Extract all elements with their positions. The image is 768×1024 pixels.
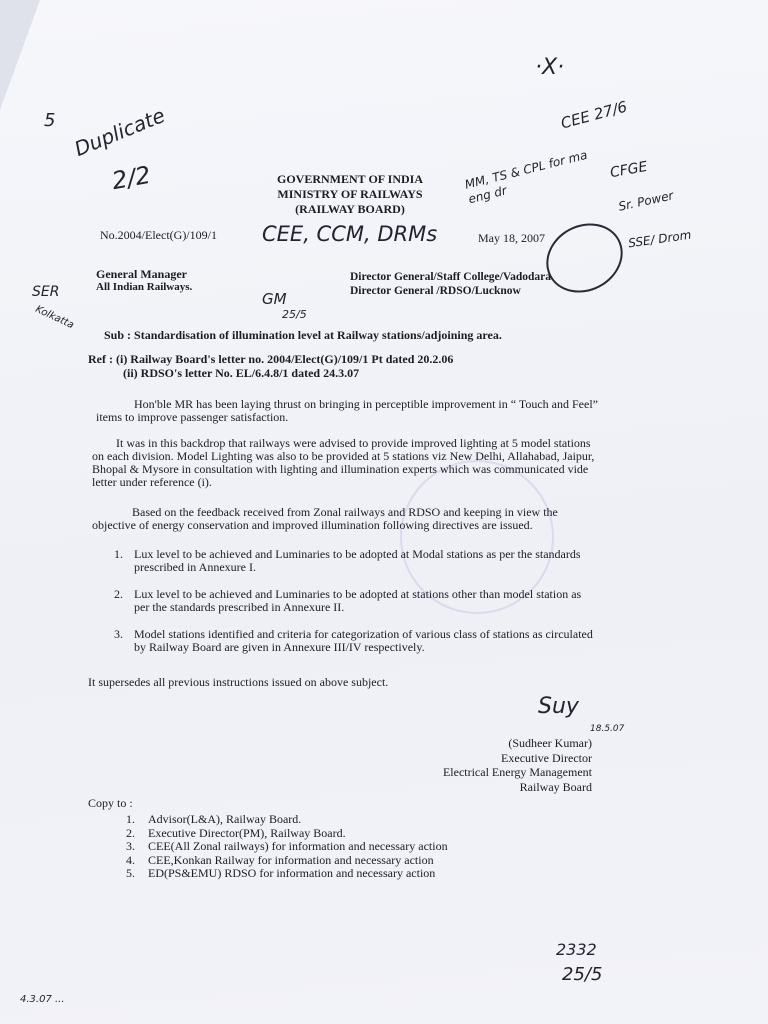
signatory-name: (Sudheer Kumar): [508, 736, 592, 750]
reference-block: [88, 352, 453, 380]
handwritten-duplicate-note: Duplicate: [70, 103, 169, 161]
addressee-general-manager: General Manager: [96, 267, 187, 281]
signature: Suy: [538, 694, 579, 719]
subject-label: Sub :: [104, 328, 132, 342]
letterhead-board: (RAILWAY BOARD): [295, 202, 405, 216]
copy-to-item: 2. Executive Director(PM), Railway Board.: [126, 825, 346, 840]
body-paragraph-1: Hon'ble MR has been laying thrust on bringing in perceptible improvement in “ Touch and Feel” items to improve passenger satisfaction.: [96, 397, 598, 424]
signatory-title: Executive Director: [501, 750, 592, 765]
handwritten-side-note: SSE/ Drom: [627, 227, 693, 251]
copy-to-label: Copy to :: [88, 796, 133, 810]
handwritten-gm-date: 25/5: [282, 308, 307, 321]
addressee-left: [96, 268, 192, 294]
body-paragraph-3: Based on the feedback received from Zonal railways and RDSO and keeping in view the objective of energy conservation and improved illumination following directives are issued.: [92, 505, 558, 532]
addressee-all-railways: All Indian Railways.: [96, 281, 193, 293]
letterhead-ministry: MINISTRY OF RAILWAYS: [277, 187, 423, 201]
subject-line: [104, 328, 502, 342]
directive-text: Model stations identified and criteria for categorization of various class of stations as circulated by Railway Board are given in Annexure III/IV respectively.: [134, 627, 593, 654]
handwritten-date-note: 2/2: [109, 160, 153, 196]
handwritten-bottom-number: 2332: [556, 940, 597, 959]
copy-to-item: 4. CEE,Konkan Railway for information and necessary action: [126, 852, 434, 867]
handwritten-distribution-note: CEE, CCM, DRMs: [262, 222, 438, 246]
directive-item: [114, 548, 598, 574]
handwritten-bottom-date: 25/5: [562, 964, 603, 985]
letterhead: [250, 172, 450, 217]
handwritten-cee-note: CEE 27/6: [558, 97, 630, 133]
folded-corner: [0, 0, 40, 110]
reference-item-1: (i) Railway Board's letter no. 2004/Elect(G)/109/1 Pt dated 20.2.06: [115, 352, 454, 366]
letter-date: May 18, 2007: [478, 231, 545, 245]
handwritten-gm-note: GM: [262, 290, 287, 308]
directive-item: [114, 628, 598, 654]
directive-text: Lux level to be achieved and Luminaries to be adopted at stations other than model station as per the standards prescribed in Annexure II.: [134, 587, 582, 614]
handwritten-margin-note: MM, TS & CPL for ma eng dr: [463, 147, 589, 207]
signatory-department: Electrical Energy Management: [442, 765, 592, 779]
handwritten-number: 5: [44, 110, 56, 131]
handwritten-power-note: Sr. Power: [617, 188, 675, 214]
reference-item-2: (ii) RDSO's letter No. EL/6.4.8/1 dated 24.3.07: [123, 366, 360, 380]
letterhead-government: GOVERNMENT OF INDIA: [276, 172, 423, 186]
supersession-line: It supersedes all previous instructions issued on above subject.: [88, 675, 389, 689]
addressee-right: [350, 270, 551, 298]
directives-list: [114, 548, 598, 668]
handwritten-ser-note: SER: [32, 284, 60, 300]
subject-text: Standardisation of illumination level at Railway stations/adjoining area.: [134, 328, 502, 342]
directive-item: [114, 588, 598, 614]
signatory-organisation: Railway Board: [519, 779, 592, 794]
addressee-rdso: Director General /RDSO/Lucknow: [350, 285, 521, 297]
copy-to-item: 3. CEE(All Zonal railways) for information and necessary action: [126, 839, 448, 853]
copy-to-item: 5. ED(PS&EMU) RDSO for information and necessary action: [126, 866, 436, 880]
signature-block: [400, 736, 592, 794]
body-paragraph-2: It was in this backdrop that railways were advised to provide improved lighting at 5 model stations on each division. Model Lighting was also to be provided at 5 stations viz New Delhi, Allahabad, Jaipur, Bhopal & Mysore in consultation with lighting and illumination experts which was communicated vide letter under reference (i).: [92, 436, 595, 489]
directive-number: 1.: [114, 547, 123, 561]
reference-label: Ref :: [88, 352, 113, 366]
handwritten-cfge-note: CFGE: [608, 158, 649, 182]
reference-number: No.2004/Elect(G)/109/1: [100, 228, 217, 242]
directive-number: 3.: [114, 627, 123, 641]
handwritten-cross-mark: ·X·: [535, 55, 565, 80]
copy-to-list: [126, 813, 526, 881]
signature-date: 18.5.07: [590, 724, 625, 734]
handwritten-kolkata-note: Kolkatta: [33, 303, 76, 332]
addressee-staff-college: Director General/Staff College/Vadodara: [350, 271, 552, 283]
directive-text: Lux level to be achieved and Luminaries to be adopted at Modal stations as per the standards prescribed in Annexure I.: [134, 547, 581, 574]
directive-number: 2.: [114, 587, 123, 601]
copy-to-item: 1. Advisor(L&A), Railway Board.: [126, 812, 302, 826]
handwritten-bottom-note: 4.3.07 ...: [20, 994, 65, 1005]
